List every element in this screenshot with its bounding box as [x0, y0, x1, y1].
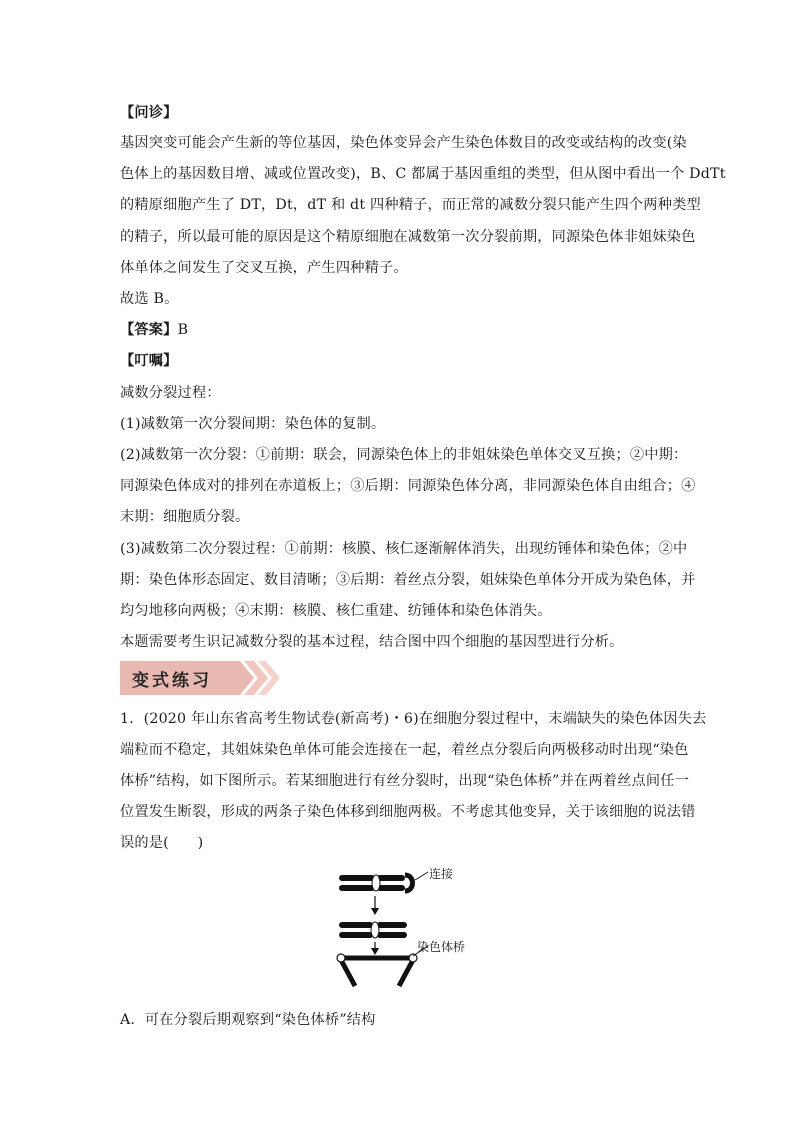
banner-label: 变式练习 — [132, 671, 212, 691]
figure-label-bridge: 染色体桥 — [417, 940, 466, 954]
answer-tag: 【答案】 — [120, 322, 178, 338]
dingzhu-line-6: (3)减数第二次分裂过程：①前期：核膜、核仁逐渐解体消失，出现纺锤体和染色体；②中 — [120, 541, 688, 557]
wenzhen-line-2: 色体上的基因数目增、减或位置改变)，B、C 都属于基因重组的类型，但从图中看出一个 DdTt — [120, 166, 726, 182]
wenzhen-line-6: 故选 B。 — [120, 291, 179, 307]
dingzhu-line-7: 期：染色体形态固定、数目清晰；③后期：着丝点分裂，姐妹染色单体分开成为染色体，并 — [120, 572, 696, 588]
chromosome-bridge-figure — [325, 862, 485, 992]
chromosome-diagram — [325, 862, 485, 992]
practice-banner — [120, 661, 280, 695]
figure-label-connect: 连接 — [429, 867, 454, 881]
dingzhu-line-2: (1)减数第一次分裂间期：染色体的复制。 — [120, 416, 386, 432]
dingzhu-tag: 【叮嘱】 — [120, 353, 178, 369]
question-line-3: 体桥”结构，如下图所示。若某细胞进行有丝分裂时，出现“染色体桥”并在两着丝点间任一 — [120, 773, 690, 789]
dingzhu-line-9: 本题需要考生识记减数分裂的基本过程，结合图中四个细胞的基因型进行分析。 — [120, 634, 624, 650]
dingzhu-line-1: 减数分裂过程： — [120, 385, 221, 401]
chromosome-middle — [339, 922, 407, 938]
wenzhen-line-5: 体单体之间发生了交叉互换，产生四种精子。 — [120, 260, 408, 276]
question-line-4: 位置发生断裂，形成的两条子染色体移到细胞两极。不考虑其他变异，关于该细胞的说法错 — [120, 804, 696, 820]
wenzhen-line-4: 的精子，所以最可能的原因是这个精原细胞在减数第一次分裂前期，同源染色体非姐妹染色 — [120, 229, 696, 245]
wenzhen-line-1: 基因突变可能会产生新的等位基因，染色体变异会产生染色体数目的改变或结构的改变(染 — [120, 135, 687, 151]
chromosome-bridge — [337, 946, 428, 986]
wenzhen-line-3: 的精原细胞产生了 DT，Dt，dT 和 dt 四种精子，而正常的减数分裂只能产生四个两种类型 — [120, 197, 701, 213]
question-line-2: 端粒而不稳定，其姐妹染色单体可能会连接在一起，着丝点分裂后向两极移动时出现“染色 — [120, 742, 689, 758]
dingzhu-line-8: 均匀地移向两极；④末期：核膜、核仁重建、纺锤体和染色体消失。 — [120, 603, 552, 619]
question-line-1: 1．(2020 年山东省高考生物试卷(新高考)・6)在细胞分裂过程中，末端缺失的染色体因失去 — [120, 711, 707, 727]
question-line-5: 误的是( ) — [120, 835, 204, 851]
dingzhu-line-5: 末期：细胞质分裂。 — [120, 509, 250, 525]
dingzhu-line-4: 同源染色体成对的排列在赤道板上；③后期：同源染色体分离，非同源染色体自由组合；④ — [120, 478, 696, 494]
option-a: A．可在分裂后期观察到“染色体桥”结构 — [120, 1012, 376, 1028]
wenzhen-tag: 【问诊】 — [120, 105, 178, 121]
chromosome-top — [339, 872, 428, 891]
answer-line — [120, 320, 188, 340]
answer-value: B — [177, 322, 189, 338]
dingzhu-line-3: (2)减数第一次分裂：①前期：联会，同源染色体上的非姐妹染色单体交叉互换；②中期： — [120, 447, 688, 463]
